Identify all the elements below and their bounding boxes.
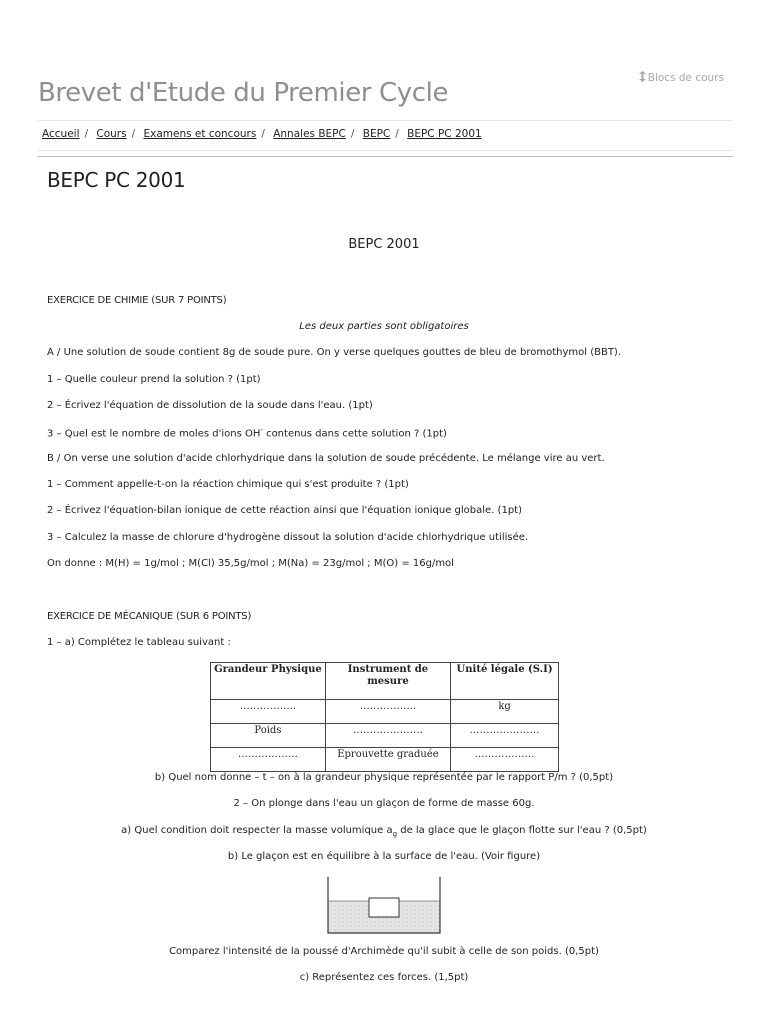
table-header: Unité légale (S.I) <box>451 663 559 700</box>
resize-vertical-icon <box>639 71 646 85</box>
chem-a2: 2 – Écrivez l'équation de dissolution de la soude dans l'eau. (1pt) <box>47 400 373 411</box>
table-cell: Poids <box>211 724 326 748</box>
table-cell: Eprouvette graduée <box>325 748 450 772</box>
mech-2b: b) Le glaçon est en équilibre à la surface de l'eau. (Voir figure) <box>227 851 541 862</box>
breadcrumb-cours[interactable]: Cours <box>96 128 127 140</box>
table-cell: …………….. <box>211 700 326 724</box>
page-title: BEPC PC 2001 <box>47 168 186 192</box>
table-cell: ……………… <box>211 748 326 772</box>
breadcrumb-annales[interactable]: Annales BEPC <box>273 128 346 140</box>
table-row <box>211 724 559 748</box>
blocs-de-cours-label: Blocs de cours <box>647 72 724 84</box>
chem-a3-pre: 3 – Quel est le nombre de moles d'ions OH <box>47 428 261 440</box>
breadcrumb-examens[interactable]: Examens et concours <box>143 128 257 140</box>
table-cell: …………….. <box>325 700 450 724</box>
breadcrumb-current[interactable]: BEPC PC 2001 <box>407 128 482 140</box>
table-row <box>211 748 559 772</box>
table-header: Instrument de mesure <box>325 663 450 700</box>
table-cell: ………………… <box>451 724 559 748</box>
mech-2: 2 – On plonge dans l'eau un glaçon de forme de masse 60g. <box>233 798 535 809</box>
mech-2a-sub: g <box>392 830 398 838</box>
chem-b3: 3 – Calculez la masse de chlorure d'hydrogène dissout la solution d'acide chlorhydrique utilisée. <box>47 532 529 543</box>
chem-a3 <box>47 426 447 439</box>
chem-a: A / Une solution de soude contient 8g de soude pure. On y verse quelques gouttes de bleu de bromothymol (BBT). <box>47 347 622 358</box>
chem-note: Les deux parties sont obligatoires <box>299 321 469 332</box>
table-cell: ……………… <box>451 748 559 772</box>
ice-cube-figure <box>326 877 442 934</box>
doc-subtitle: BEPC 2001 <box>348 237 420 252</box>
mech-1b: b) Quel nom donne – t – on à la grandeur physique représentée par le rapport P/m ? (0,5pt) <box>154 772 614 783</box>
chem-heading: EXERCICE DE CHIMIE (SUR 7 POINTS) <box>47 295 227 306</box>
breadcrumb-accueil[interactable]: Accueil <box>42 128 80 140</box>
table-cell: kg <box>451 700 559 724</box>
table-header-row <box>211 663 559 700</box>
measure-table <box>210 662 559 772</box>
mech-2c: c) Représentez ces forces. (1,5pt) <box>299 972 469 983</box>
chem-b2: 2 – Écrivez l'équation-bilan ionique de cette réaction ainsi que l'équation ionique globale. (1pt) <box>47 505 522 516</box>
blocs-de-cours-link[interactable] <box>639 71 724 85</box>
breadcrumb: Accueil / Cours / Examens et concours / Annales BEPC / BEPC / BEPC PC 2001 <box>42 128 482 140</box>
mech-heading: EXERCICE DE MÉCANIQUE (SUR 6 POINTS) <box>47 611 252 622</box>
chem-a1: 1 – Quelle couleur prend la solution ? (1pt) <box>47 374 261 385</box>
chem-b: B / On verse une solution d'acide chlorhydrique dans la solution de soude précédente. Le mélange vire au vert. <box>47 453 605 464</box>
chem-a3-sup: - <box>260 426 263 434</box>
table-header: Grandeur Physique <box>211 663 326 700</box>
mech-2a <box>0 825 768 838</box>
breadcrumb-bepc[interactable]: BEPC <box>362 128 391 140</box>
mech-1a: 1 – a) Complétez le tableau suivant : <box>47 637 231 648</box>
mech-2a-pre: a) Quel condition doit respecter la masse volumique a <box>121 825 393 836</box>
divider <box>38 156 733 157</box>
breadcrumb-bar <box>38 120 733 151</box>
chem-data: On donne : M(H) = 1g/mol ; M(Cl) 35,5g/mol ; M(Na) = 23g/mol ; M(O) = 16g/mol <box>47 558 454 569</box>
table-cell: ………………… <box>325 724 450 748</box>
table-row <box>211 700 559 724</box>
mech-2a-post: de la glace que le glaçon flotte sur l'eau ? (0,5pt) <box>397 825 647 836</box>
chem-b1: 1 – Comment appelle-t-on la réaction chimique qui s'est produite ? (1pt) <box>47 479 409 490</box>
site-title[interactable]: Brevet d'Etude du Premier Cycle <box>38 78 449 108</box>
mech-compare: Comparez l'intensité de la poussé d'Archimède qu'il subit à celle de son poids. (0,5pt) <box>169 946 599 957</box>
chem-a3-post: contenus dans cette solution ? (1pt) <box>262 428 447 440</box>
